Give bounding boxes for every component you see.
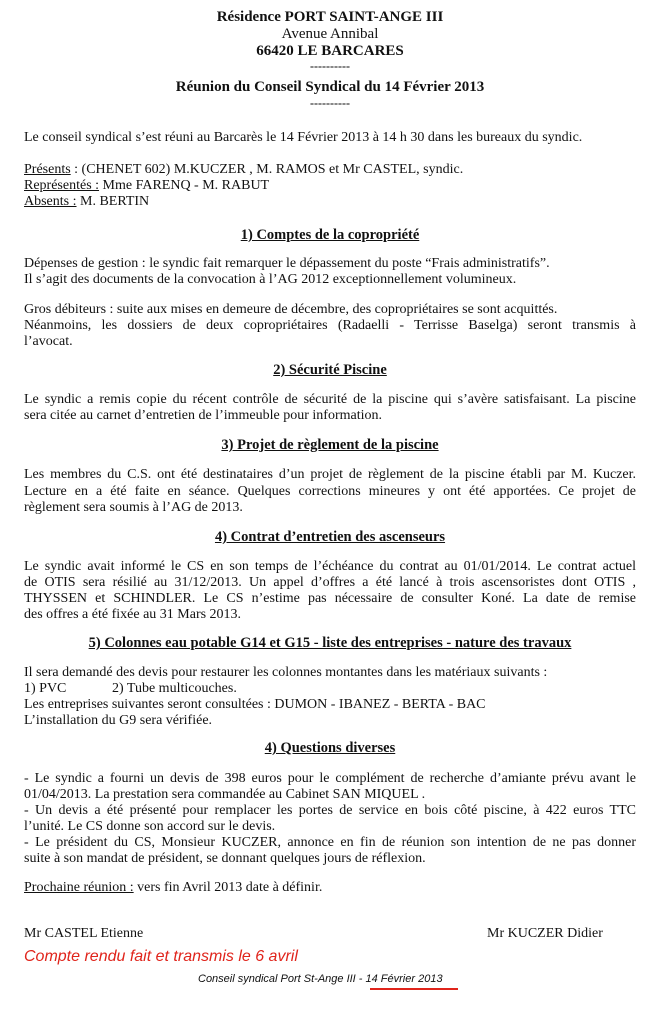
street-address: Avenue Annibal	[281, 26, 379, 42]
section-3-title: 3) Projet de règlement de la piscine	[221, 437, 439, 453]
represented-line	[24, 178, 636, 194]
section-4-line: de OTIS sera résilié au 31/12/2013. Un appel d’offres a été lancé à trois ascensoristes dont OTIS ,	[24, 575, 636, 590]
section-4-line: Le syndic avait informé le CS en son temps de l’échéance du contrat au 01/01/2014. Le contrat actuel	[24, 559, 636, 574]
material-option-2: 2) Tube multicouches.	[112, 681, 237, 696]
transmission-note: Compte rendu fait et transmis le 6 avril	[24, 948, 298, 965]
page-footer	[198, 973, 443, 985]
section-6-line: - Le syndic a fourni un devis de 398 euros pour le complément de recherche d’amiante prévu avant le	[24, 771, 636, 786]
section-3-line: règlement sera soumis à l’AG de 2013.	[24, 500, 243, 515]
section-6-title: 4) Questions diverses	[264, 740, 396, 756]
section-2-line: sera citée au carnet d’entretien de l’immeuble pour information.	[24, 408, 383, 423]
section-1-line: Il s’agit des documents de la convocation à l’AG 2012 exceptionnellement volumineux.	[24, 272, 517, 287]
section-6-line: 01/04/2013. La prestation sera commandée au Cabinet SAN MIQUEL .	[24, 787, 426, 802]
section-1-line: Néanmoins, les dossiers de deux copropriétaires (Radaelli - Terrisse Baselga) seront transmis à	[24, 318, 636, 333]
residence-name: Résidence PORT SAINT-ANGE III	[216, 9, 444, 25]
section-3-line: Les membres du C.S. ont été destinataires d’un projet de règlement de la piscine établi par M. Kuczer.	[24, 467, 636, 482]
presents-line	[24, 162, 636, 178]
signature-left: Mr CASTEL Etienne	[24, 926, 144, 941]
presents-label: Présents	[24, 162, 71, 177]
section-4-line: des offres a été fixée au 31 Mars 2013.	[24, 607, 242, 622]
next-meeting-label: Prochaine réunion :	[24, 880, 134, 895]
section-6-line: suite à son mandat de président, se donnant quelques jours de réflexion.	[24, 851, 426, 866]
section-2-title: 2) Sécurité Piscine	[273, 362, 387, 378]
section-2-line: Le syndic a remis copie du récent contrôle de sécurité de la piscine qui s’avère satisfaisant. La piscine	[24, 392, 636, 407]
section-5-title: 5) Colonnes eau potable G14 et G15 - liste des entreprises - nature des travaux	[88, 635, 572, 651]
meeting-title: Réunion du Conseil Syndical du 14 Février 2013	[175, 79, 485, 95]
intro-text: Le conseil syndical s’est réuni au Barcarès le 14 Février 2013 à 14 h 30 dans les bureaux du syndic.	[24, 130, 583, 145]
section-6-line: - Le président du CS, Monsieur KUCZER, annonce en fin de réunion son intention de ne pas donner	[24, 835, 636, 850]
next-meeting-line	[24, 880, 636, 896]
presents-value: : (CHENET 602) M.KUCZER , M. RAMOS et Mr CASTEL, syndic.	[70, 162, 464, 177]
represented-label: Représentés :	[24, 178, 100, 193]
absent-value: M. BERTIN	[76, 194, 150, 209]
signature-right: Mr KUCZER Didier	[487, 926, 603, 941]
represented-value: Mme FARENQ - M. RABUT	[99, 178, 270, 193]
city-address: 66420 LE BARCARES	[256, 43, 404, 59]
separator-bottom: ----------	[310, 96, 350, 110]
footer-date-underline	[370, 988, 458, 990]
section-5-line: L’installation du G9 sera vérifiée.	[24, 713, 213, 728]
footer-text: Conseil syndical Port St-Ange III -	[198, 973, 366, 985]
section-6-line: - Un devis a été présenté pour remplacer les portes de service en bois côté piscine, à 422 euros TTC	[24, 803, 636, 818]
section-1-line: Dépenses de gestion : le syndic fait remarquer le dépassement du poste “Frais administratifs”.	[24, 256, 550, 271]
absent-label: Absents :	[24, 194, 77, 209]
section-1-line: l’avocat.	[24, 334, 73, 349]
material-option-1: 1) PVC	[24, 681, 67, 696]
absent-line	[24, 194, 636, 210]
section-5-line: Il sera demandé des devis pour restaurer les colonnes montantes dans les matériaux suivants :	[24, 665, 548, 680]
section-5-line: Les entreprises suivantes seront consultées : DUMON - IBANEZ - BERTA - BAC	[24, 697, 486, 712]
next-meeting-value: vers fin Avril 2013 date à définir.	[133, 880, 323, 895]
section-6-line: l’unité. Le CS donne son accord sur le devis.	[24, 819, 276, 834]
separator-top: ----------	[310, 59, 350, 73]
section-1-line: Gros débiteurs : suite aux mises en demeure de décembre, des copropriétaires se sont acquittés.	[24, 302, 558, 317]
section-4-title: 4) Contrat d’entretien des ascenseurs	[214, 529, 446, 545]
section-1-title: 1) Comptes de la copropriété	[240, 227, 420, 243]
section-4-line: THYSSEN et SCHINDLER. Le CS n’estime pas nécessaire de consulter Koné. La date de remise	[24, 591, 636, 606]
section-3-line: Lecture en a été faite en séance. Quelques corrections mineures y ont été apportées. Ce projet de	[24, 484, 636, 499]
footer-date: 14 Février 2013	[365, 973, 443, 985]
